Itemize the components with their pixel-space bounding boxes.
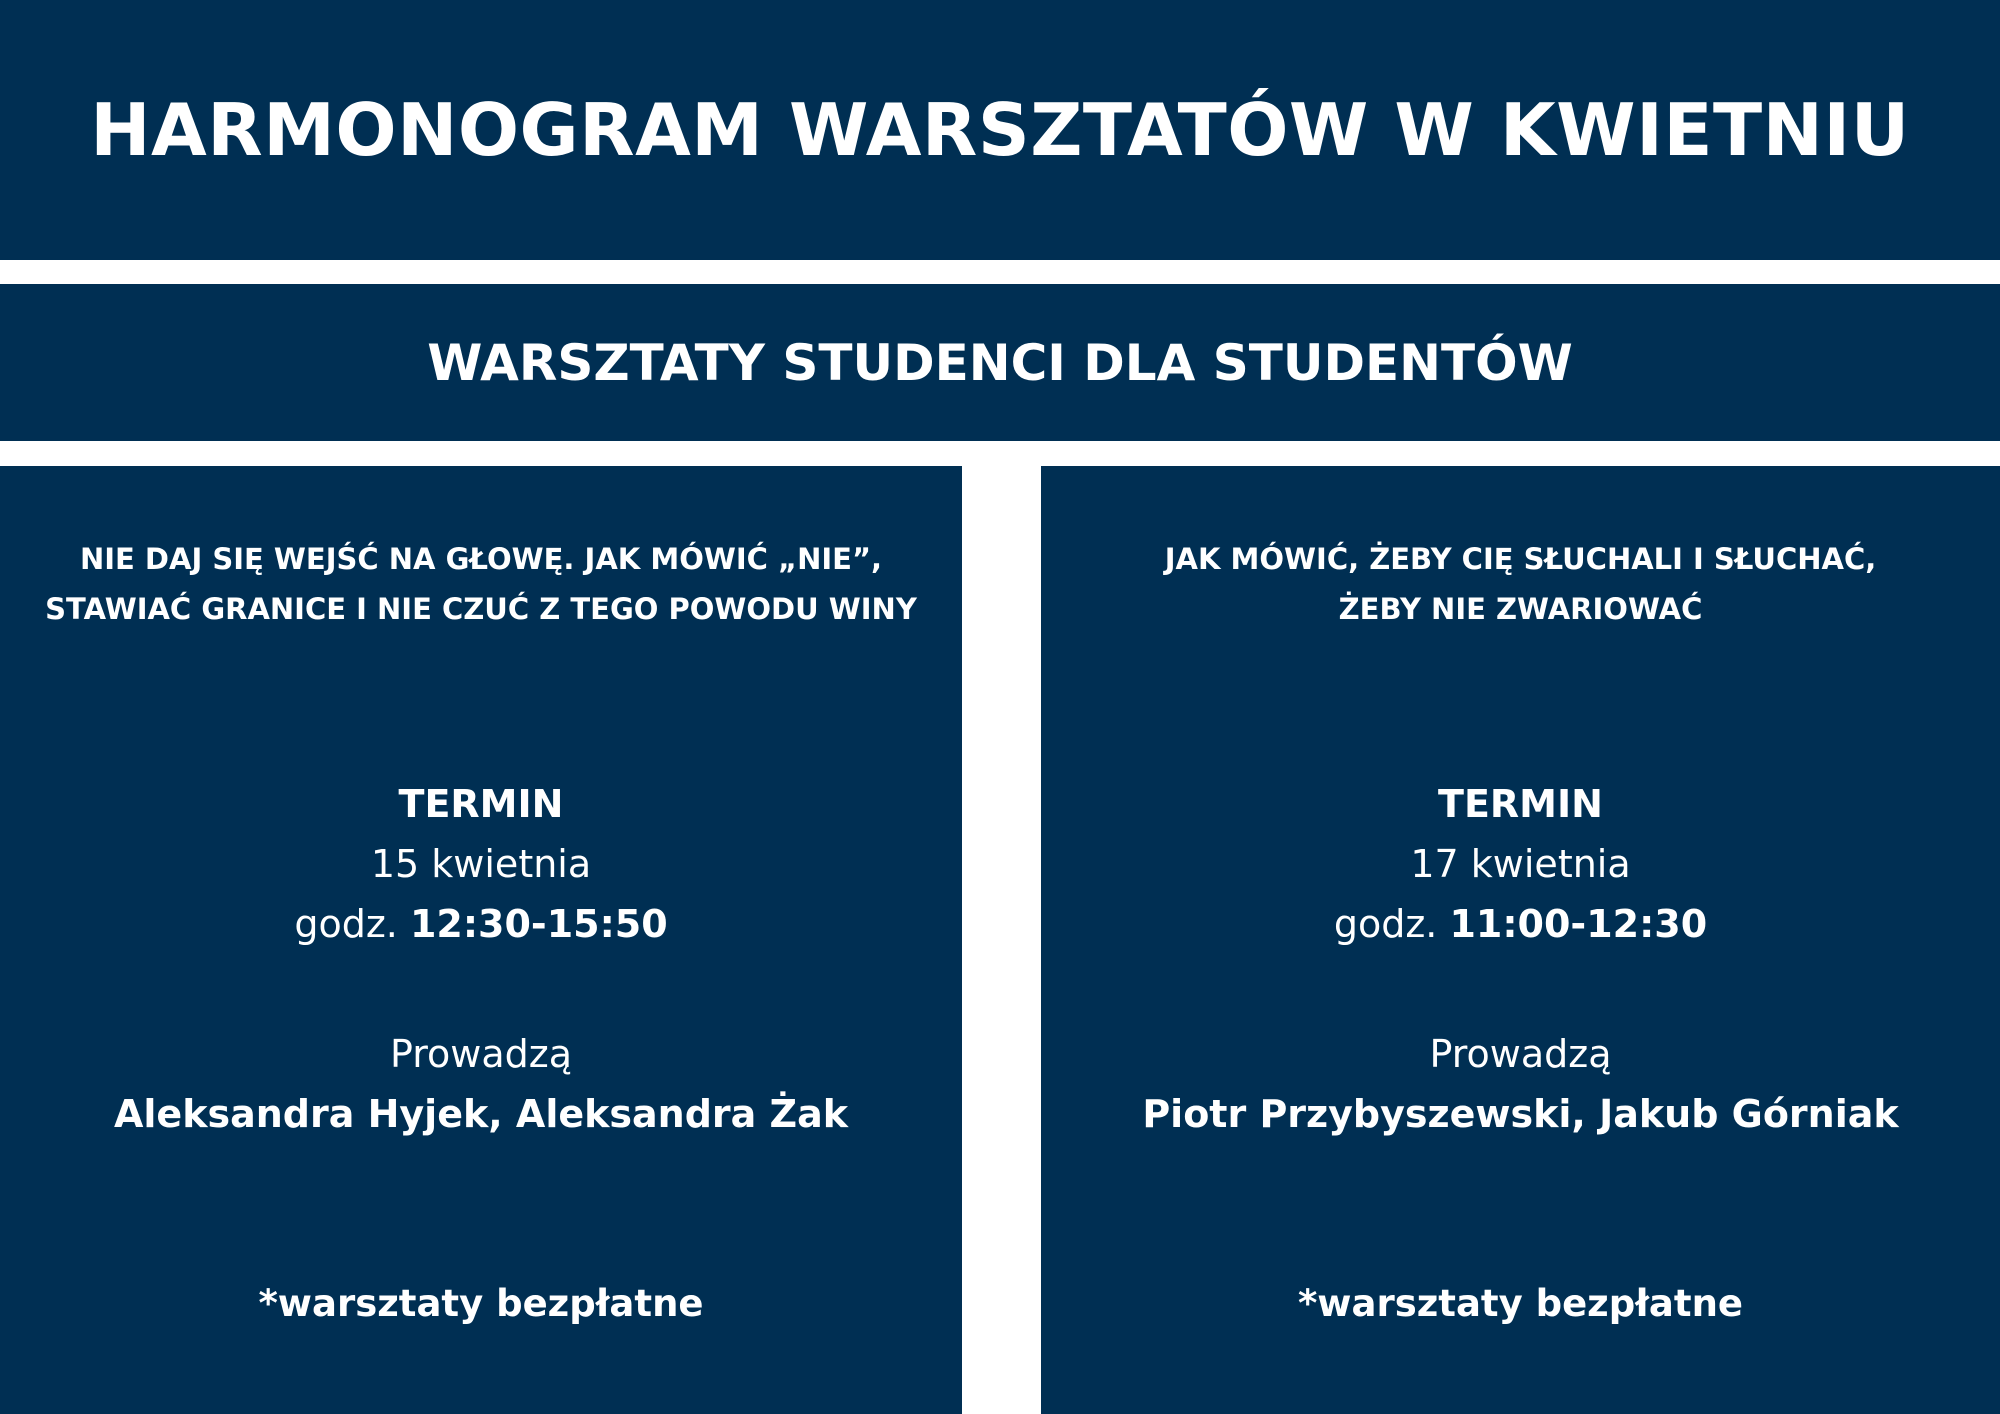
workshop-title-line-1: JAK MÓWIĆ, ŻEBY CIĘ SŁUCHALI I SŁUCHAĆ,	[1164, 542, 1877, 576]
hours-value: 12:30-15:50	[409, 902, 668, 946]
leaders-names: Aleksandra Hyjek, Aleksandra Żak	[114, 1092, 848, 1136]
page-title: HARMONOGRAM WARSZTATÓW W KWIETNIU	[90, 88, 1910, 172]
section-title: WARSZTATY STUDENCI DLA STUDENTÓW	[427, 333, 1573, 392]
leaders-label: Prowadzą	[389, 1032, 572, 1076]
free-note: *warsztaty bezpłatne	[258, 1282, 704, 1325]
workshop-title-line-2: STAWIAĆ GRANICE I NIE CZUĆ Z TEGO POWODU WINY	[45, 592, 917, 626]
hours-prefix: godz.	[1333, 902, 1438, 946]
workshop-card-2	[1041, 466, 2000, 1414]
termin-label: TERMIN	[398, 782, 564, 826]
workshop-hours	[294, 894, 667, 954]
workshop-title	[15, 534, 947, 634]
workshop-date: 17 kwietnia	[1410, 842, 1631, 886]
leaders-label: Prowadzą	[1429, 1032, 1612, 1076]
workshop-title	[1135, 534, 1907, 634]
free-note: *warsztaty bezpłatne	[1297, 1282, 1744, 1325]
workshop-title-line-2: ŻEBY NIE ZWARIOWAĆ	[1338, 592, 1703, 626]
header-banner	[0, 0, 2000, 260]
workshop-hours	[1334, 894, 1707, 954]
workshop-card-1	[0, 466, 962, 1414]
workshop-date: 15 kwietnia	[370, 842, 592, 886]
termin-label: TERMIN	[1438, 782, 1603, 826]
subheader-banner	[0, 284, 2000, 441]
leaders-names: Piotr Przybyszewski, Jakub Górniak	[1142, 1092, 1899, 1136]
workshop-title-line-1: NIE DAJ SIĘ WEJŚĆ NA GŁOWĘ. JAK MÓWIĆ „NIE”,	[79, 542, 883, 576]
hours-prefix: godz.	[294, 902, 398, 946]
hours-value: 11:00-12:30	[1449, 902, 1708, 946]
